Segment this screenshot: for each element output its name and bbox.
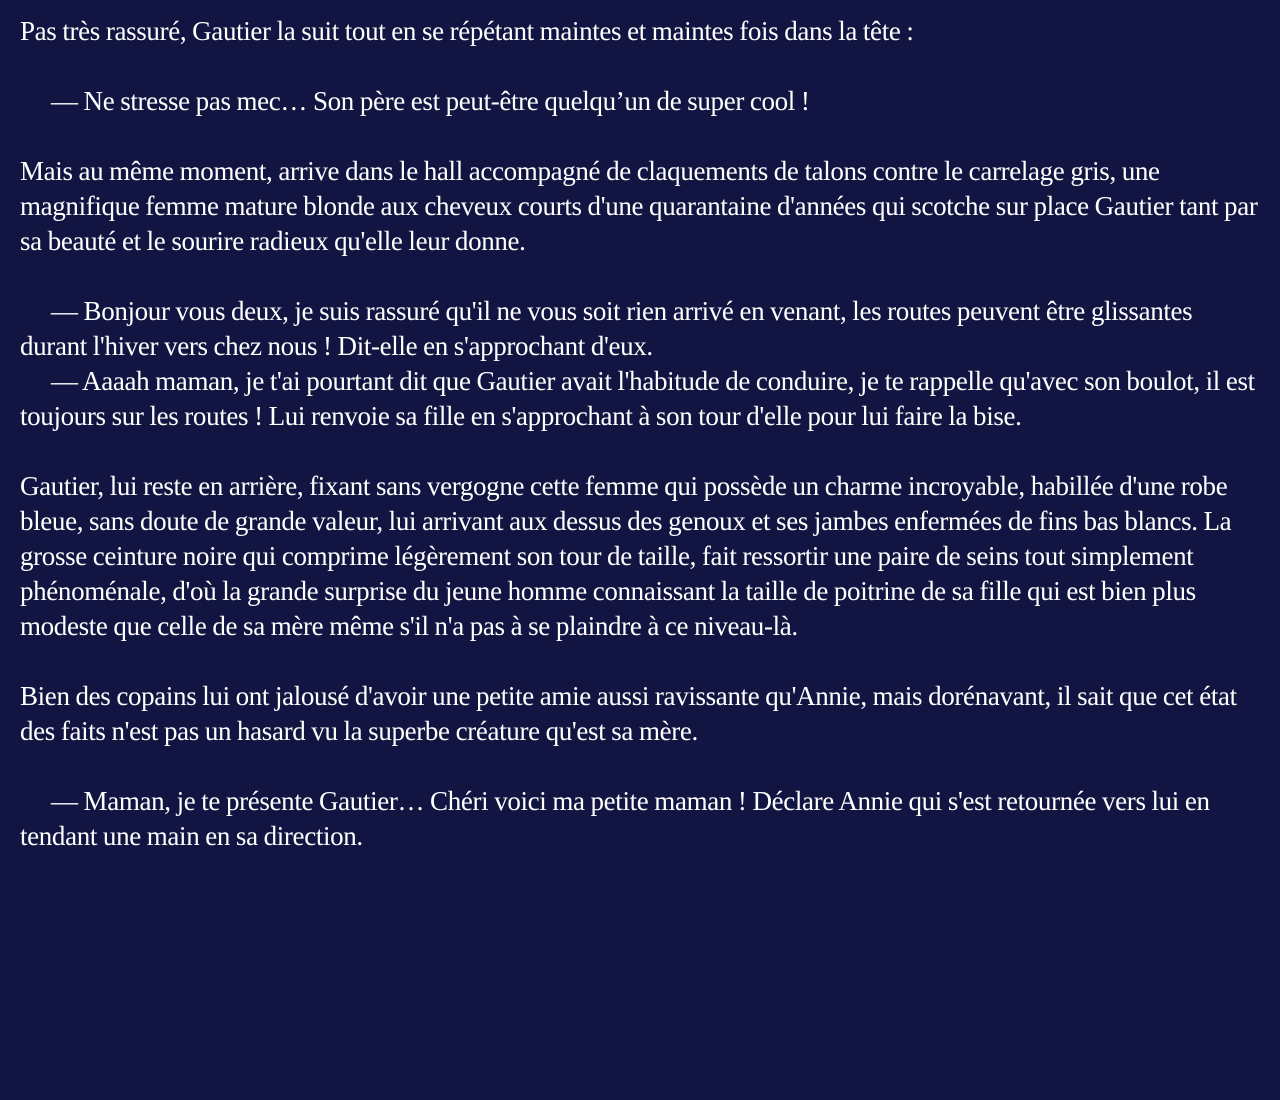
narration-paragraph: Bien des copains lui ont jalousé d'avoir une petite amie aussi ravissante qu'Annie, mais dorénavant, il sait que cet état des faits n'est pas un hasard vu la superbe créature qu'est sa mère. <box>20 681 1237 746</box>
narration-paragraph: Pas très rassuré, Gautier la suit tout en se répétant maintes et maintes fois dans la tête : <box>20 16 914 46</box>
dialogue-line: — Aaaah maman, je t'ai pourtant dit que Gautier avait l'habitude de conduire, je te rappelle qu'avec son boulot, il est toujours sur les routes ! Lui renvoie sa fille en s'approchant à son tour d'elle pour lui faire la bise. <box>20 366 1255 431</box>
narration-paragraph: Gautier, lui reste en arrière, fixant sans vergogne cette femme qui possède un charme incroyable, habillée d'une robe bleue, sans doute de grande valeur, lui arrivant aux dessus des genoux et ses jambes enfermées de fins bas blancs. La grosse ceinture noire qui comprime légèrement son tour de taille, fait ressortir une paire de seins tout simplement phénoménale, d'où la grande surprise du jeune homme connaissant la taille de poitrine de sa fille qui est bien plus modeste que celle de sa mère même s'il n'a pas à se plaindre à ce niveau-là. <box>20 471 1232 641</box>
dialogue-line: — Bonjour vous deux, je suis rassuré qu'il ne vous soit rien arrivé en venant, les routes peuvent être glissantes durant l'hiver vers chez nous ! Dit-elle en s'approchant d'eux. <box>20 296 1193 361</box>
dialogue-line: — Ne stresse pas mec… Son père est peut-être quelqu’un de super cool ! <box>51 86 810 116</box>
story-text <box>20 14 1260 854</box>
dialogue-line: — Maman, je te présente Gautier… Chéri voici ma petite maman ! Déclare Annie qui s'est retournée vers lui en tendant une main en sa direction. <box>20 786 1210 851</box>
narration-paragraph: Mais au même moment, arrive dans le hall accompagné de claquements de talons contre le carrelage gris, une magnifique femme mature blonde aux cheveux courts d'une quarantaine d'années qui scotche sur place Gautier tant par sa beauté et le sourire radieux qu'elle leur donne. <box>20 156 1258 256</box>
